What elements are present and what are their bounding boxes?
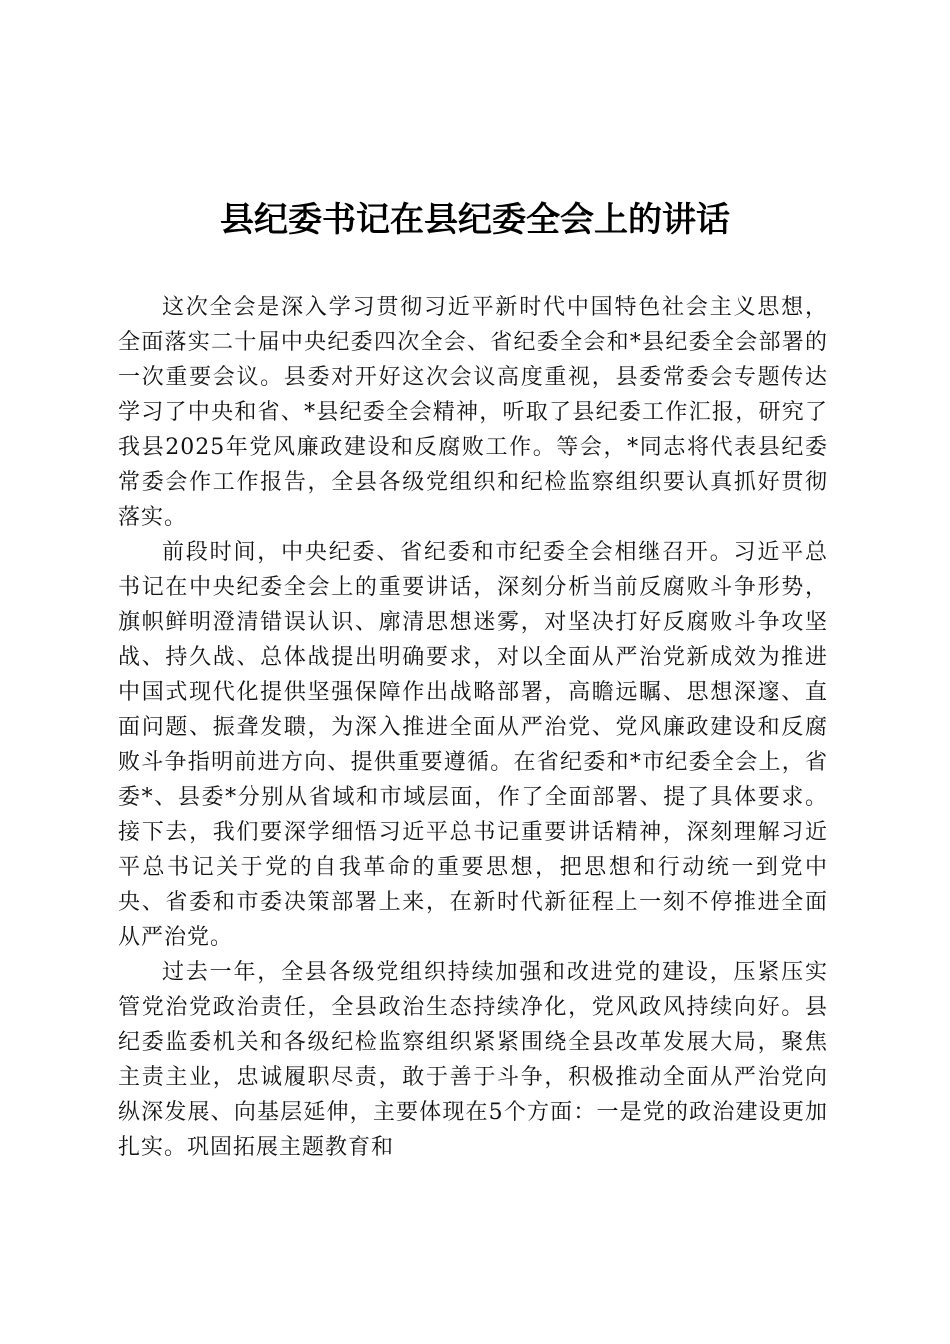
paragraph-2: 前段时间，中央纪委、省纪委和市纪委全会相继召开。习近平总书记在中央纪委全会上的重要讲话，深刻分析当前反腐败斗争形势，旗帜鲜明澄清错误认识、廓清思想迷雾，对坚决打好反腐败斗争攻坚战、持久战、总体战提出明确要求，对以全面从严治党新成效为推进中国式现代化提供坚强保障作出战略部署，高瞻远瞩、思想深邃、直面问题、振聋发聩，为深入推进全面从严治党、党风廉政建设和反腐败斗争指明前进方向、提供重要遵循。在省纪委和*市纪委全会上，省委*、县委*分别从省域和市域层面，作了全面部署、提了具体要求。接下去，我们要深学细悟习近平总书记重要讲话精神，深刻理解习近平总书记关于党的自我革命的重要思想，把思想和行动统一到党中央、省委和市委决策部署上来，在新时代新征程上一刻不停推进全面从严治党。 xyxy=(118,540,828,950)
paragraph-1: 这次全会是深入学习贯彻习近平新时代中国特色社会主义思想，全面落实二十届中央纪委四次全会、省纪委全会和*县纪委全会部署的一次重要会议。县委对开好这次会议高度重视，县委常委会专题传达学习了中央和省、*县纪委全会精神，听取了县纪委工作汇报，研究了我县2025年党风廉政建设和反腐败工作。等会，*同志将代表县纪委常委会作工作报告，全县各级党组织和纪检监察组织要认真抓好贯彻落实。 xyxy=(118,295,828,530)
document-title: 县纪委书记在县纪委全会上的讲话 xyxy=(220,200,730,240)
document-body xyxy=(118,290,828,1165)
paragraph-3: 过去一年，全县各级党组织持续加强和改进党的建设，压紧压实管党治党政治责任，全县政治生态持续净化，党风政风持续向好。县纪委监委机关和各级纪检监察组织紧紧围绕全县改革发展大局，聚焦主责主业，忠诚履职尽责，敢于善于斗争，积极推动全面从严治党向纵深发展、向基层延伸，主要体现在5个方面：一是党的政治建设更加扎实。巩固拓展主题教育和 xyxy=(118,960,828,1160)
